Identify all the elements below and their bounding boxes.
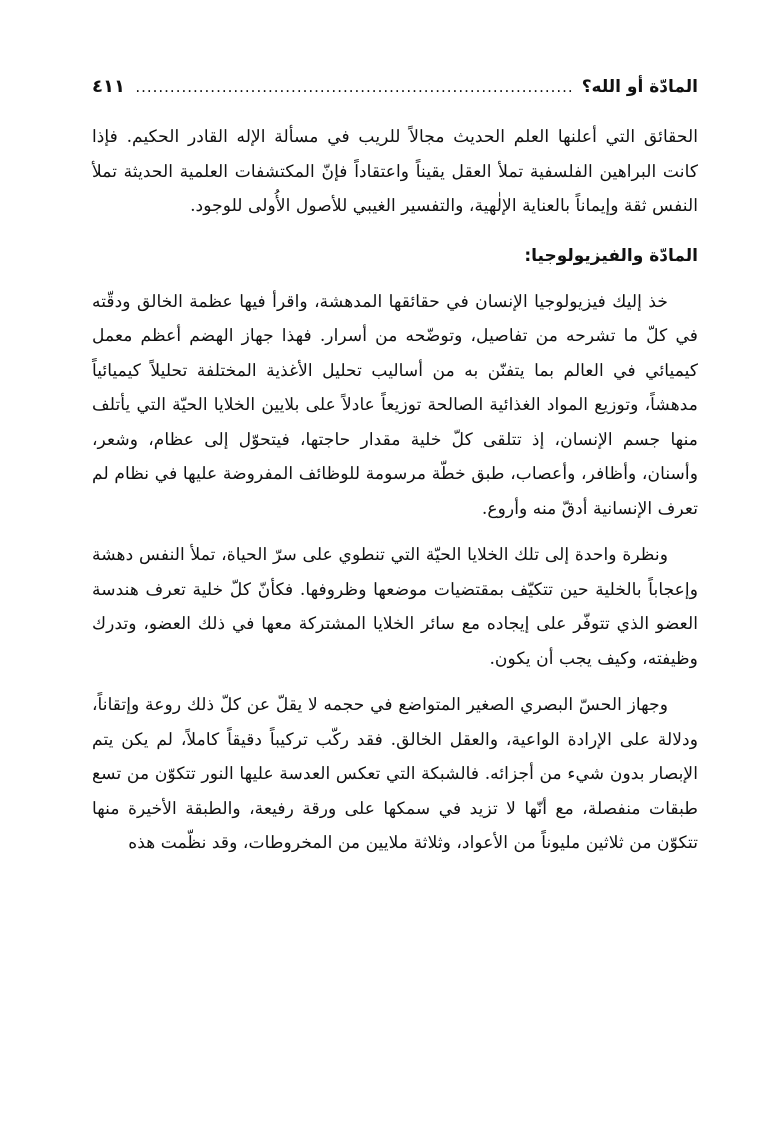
section-heading: المادّة والفيزيولوجيا: [524,245,698,266]
body-paragraph-1: خذ إليك فيزيولوجيا الإنسان في حقائقها المدهشة، واقرأ فيها عظمة الخالق ودقّته في كلّ ما تشرحه من تفاصيل، وتوضّحه من أسرار. فهذا جهاز الهضم أعظم معمل كيميائي في العالم بما يتفنّن به من أساليب تحليل الأغذية المختلفة تحليلاً كيميائياً مدهشاً، وتوزيع المواد الغذائية الصالحة توزيعاً عادلاً على بلايين الخلايا الحيّة التي يأتلف منها جسم الإنسان، إذ تتلقى كلّ خلية مقدار حاجتها، فيتحوّل إلى عظام، وشعر، وأسنان، وأظافر، وأعصاب، طبق خطّة مرسومة للوظائف المفروضة عليها في نظام لم تعرف الإنسانية أدقّ منه وأروع. [92,291,698,519]
page-number: ٤١١ [92,76,125,97]
book-page [92,76,698,861]
leader-dots [133,78,574,96]
body-paragraph-2: ونظرة واحدة إلى تلك الخلايا الحيّة التي تنطوي على سرّ الحياة، تملأ النفس دهشة وإعجاباً بالخلية حين تتكيّف بمقتضيات موضعها وظروفها. فكأنّ كلّ خلية تعرف هندسة العضو الذي تتوفّر على إيجاده مع سائر الخلايا المشتركة معها في ذلك العضو، وتدرك وظيفته، وكيف يجب أن يكون. [92,545,698,669]
intro-paragraph: الحقائق التي أعلنها العلم الحديث مجالاً للريب في مسألة الإله القادر الحكيم. فإذا كانت البراهين الفلسفية تملأ العقل يقيناً واعتقاداً فإنّ المكتشفات العلمية الحديثة تملأ النفس ثقة وإيماناً بالعناية الإلٰهية، والتفسير الغيبي للأصول الأُولى للوجود. [92,127,698,216]
body-paragraph-3: وجهاز الحسّ البصري الصغير المتواضع في حجمه لا يقلّ عن كلّ ذلك روعة وإتقاناً، ودلالة على الإرادة الواعية، والعقل الخالق. فقد ركّب تركيباً دقيقاً كاملاً، لم يكن يتم الإبصار بدون شيء من أجزائه. فالشبكة التي تعكس العدسة عليها النور تتكوّن من تسع طبقات منفصلة، مع أنّها لا تزيد في سمكها على ورقة رفيعة، والطبقة الأخيرة منها تتكوّن من ثلاثين مليوناً من الأعواد، وثلاثة ملايين من المخروطات، وقد نظّمت هذه [92,695,698,853]
running-header [92,76,698,108]
running-title: المادّة أو الله؟ [581,77,698,97]
